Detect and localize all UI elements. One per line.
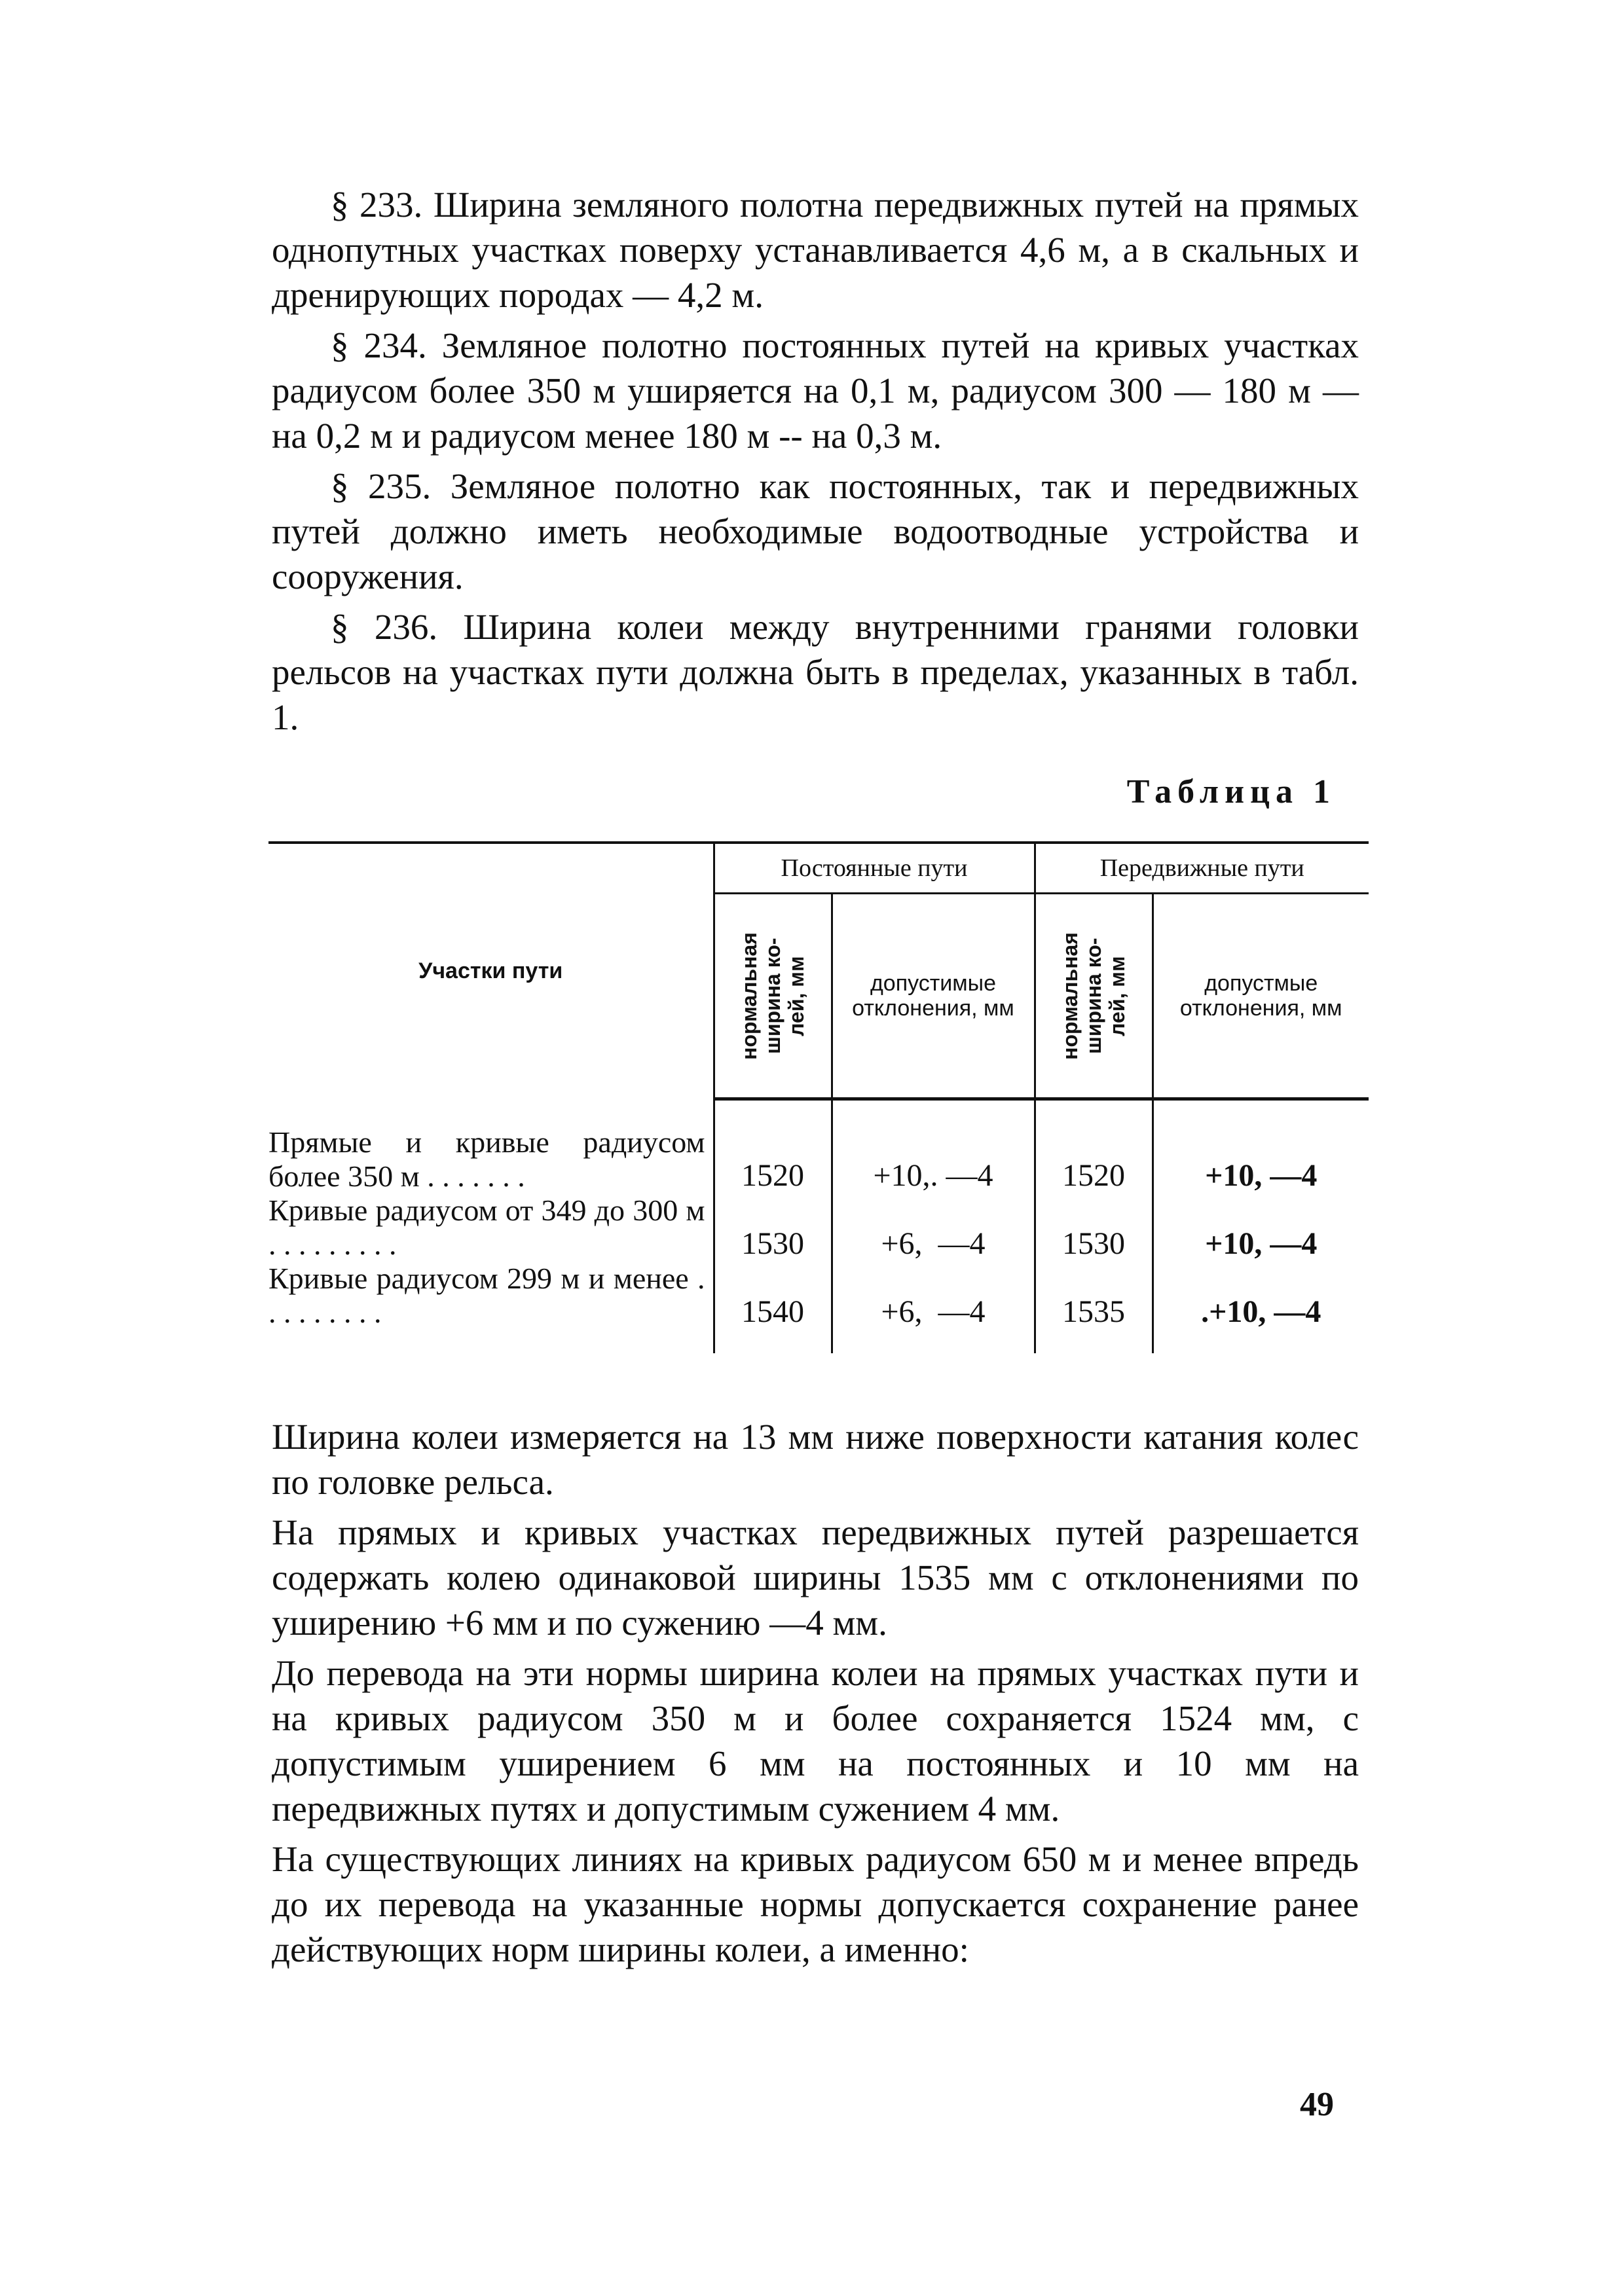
paragraph-mobile-gauge: На прямых и кривых участках передвижных путей разрешается содержать колею одинаковой ширины 1535 мм с отклонениями по уширению +6 мм и по сужению —4 мм. — [272, 1512, 1359, 1643]
row-width-permanent: 1530 — [714, 1194, 832, 1262]
row-deviation-permanent: +6, —4 — [832, 1262, 1035, 1353]
row-section-name: Кривые радиусом от 349 до 300 м . . . . . . . . . — [268, 1193, 705, 1261]
row-width-mobile: 1530 — [1035, 1194, 1153, 1262]
header-deviation-mobile: допустмые отклонения, мм — [1153, 894, 1369, 1099]
paragraph-235: § 235. Земляное полотно как постоянных, так и передвижных путей должно иметь необходимые водоотводные устройства и сооружения. — [272, 466, 1359, 596]
table-row — [268, 1099, 1369, 1194]
paragraph-transition: До перевода на эти нормы ширина колеи на прямых участках пути и на кривых радиусом 350 м и более сохраняется 1524 мм, с допустимым уширением 6 мм на постоянных и 10 мм на передвижных путях и допустимым сужением 4 мм. — [272, 1653, 1359, 1829]
row-deviation-mobile: +10, —4 — [1153, 1194, 1369, 1262]
row-width-permanent: 1520 — [714, 1099, 832, 1194]
paragraph-234: § 234. Земляное полотно постоянных путей на кривых участках радиусом более 350 м уширяется на 0,1 м, радиусом 300 — 180 м — на 0,2 м и радиусом менее 180 м -- на 0,3 м. — [272, 325, 1359, 456]
header-permanent-tracks: Постоянные пути — [714, 843, 1035, 894]
table-caption: Таблица 1 — [1126, 773, 1336, 811]
page-number: 49 — [1300, 2086, 1334, 2123]
track-gauge-table — [268, 841, 1369, 1353]
header-track-sections: Участки пути — [268, 843, 714, 1099]
paragraph-gauge-measure: Ширина колеи измеряется на 13 мм ниже поверхности катания колес по головке рельса. — [272, 1417, 1359, 1502]
header-deviation-permanent: допустимые отклонения, мм — [832, 894, 1035, 1099]
header-normal-width-permanent-text: нормальная ширина ко- лей, мм — [737, 932, 808, 1060]
row-deviation-permanent: +10,. —4 — [832, 1099, 1035, 1194]
row-width-mobile: 1535 — [1035, 1262, 1153, 1353]
paragraph-233: § 233. Ширина земляного полотна передвижных путей на прямых однопутных участках поверху устанавливается 4,6 м, а в скальных и дренирующих породах — 4,2 м. — [272, 185, 1359, 315]
row-width-mobile: 1520 — [1035, 1099, 1153, 1194]
upper-text-block — [272, 182, 1359, 745]
table-row — [268, 1194, 1369, 1262]
paragraph-236: § 236. Ширина колеи между внутренними гранями головки рельсов на участках пути должна быть в пределах, указанных в табл. 1. — [272, 607, 1359, 737]
header-mobile-tracks: Передвижные пути — [1035, 843, 1369, 894]
row-section-name: Кривые радиусом 299 м и менее . . . . . . . . . — [268, 1261, 705, 1329]
row-deviation-mobile: .+10, —4 — [1153, 1262, 1369, 1353]
row-deviation-permanent: +6, —4 — [832, 1194, 1035, 1262]
row-width-permanent: 1540 — [714, 1262, 832, 1353]
row-deviation-mobile: +10, —4 — [1153, 1099, 1369, 1194]
lower-text-block — [272, 1414, 1359, 1977]
header-normal-width-mobile — [1035, 894, 1153, 1099]
header-normal-width-permanent — [714, 894, 832, 1099]
paragraph-existing-lines: На существующих линиях на кривых радиусом 650 м и менее впредь до их перевода на указанные нормы допускается сохранение ранее действующих норм ширины колеи, а именно: — [272, 1839, 1359, 1969]
gauge-table — [268, 841, 1369, 1353]
table-row — [268, 1262, 1369, 1353]
row-section-name: Прямые и кривые радиусом более 350 м . . . . . . . — [268, 1125, 705, 1193]
table-header-row — [268, 843, 1369, 894]
header-normal-width-mobile-text: нормальная ширина ко- лей, мм — [1058, 932, 1129, 1060]
